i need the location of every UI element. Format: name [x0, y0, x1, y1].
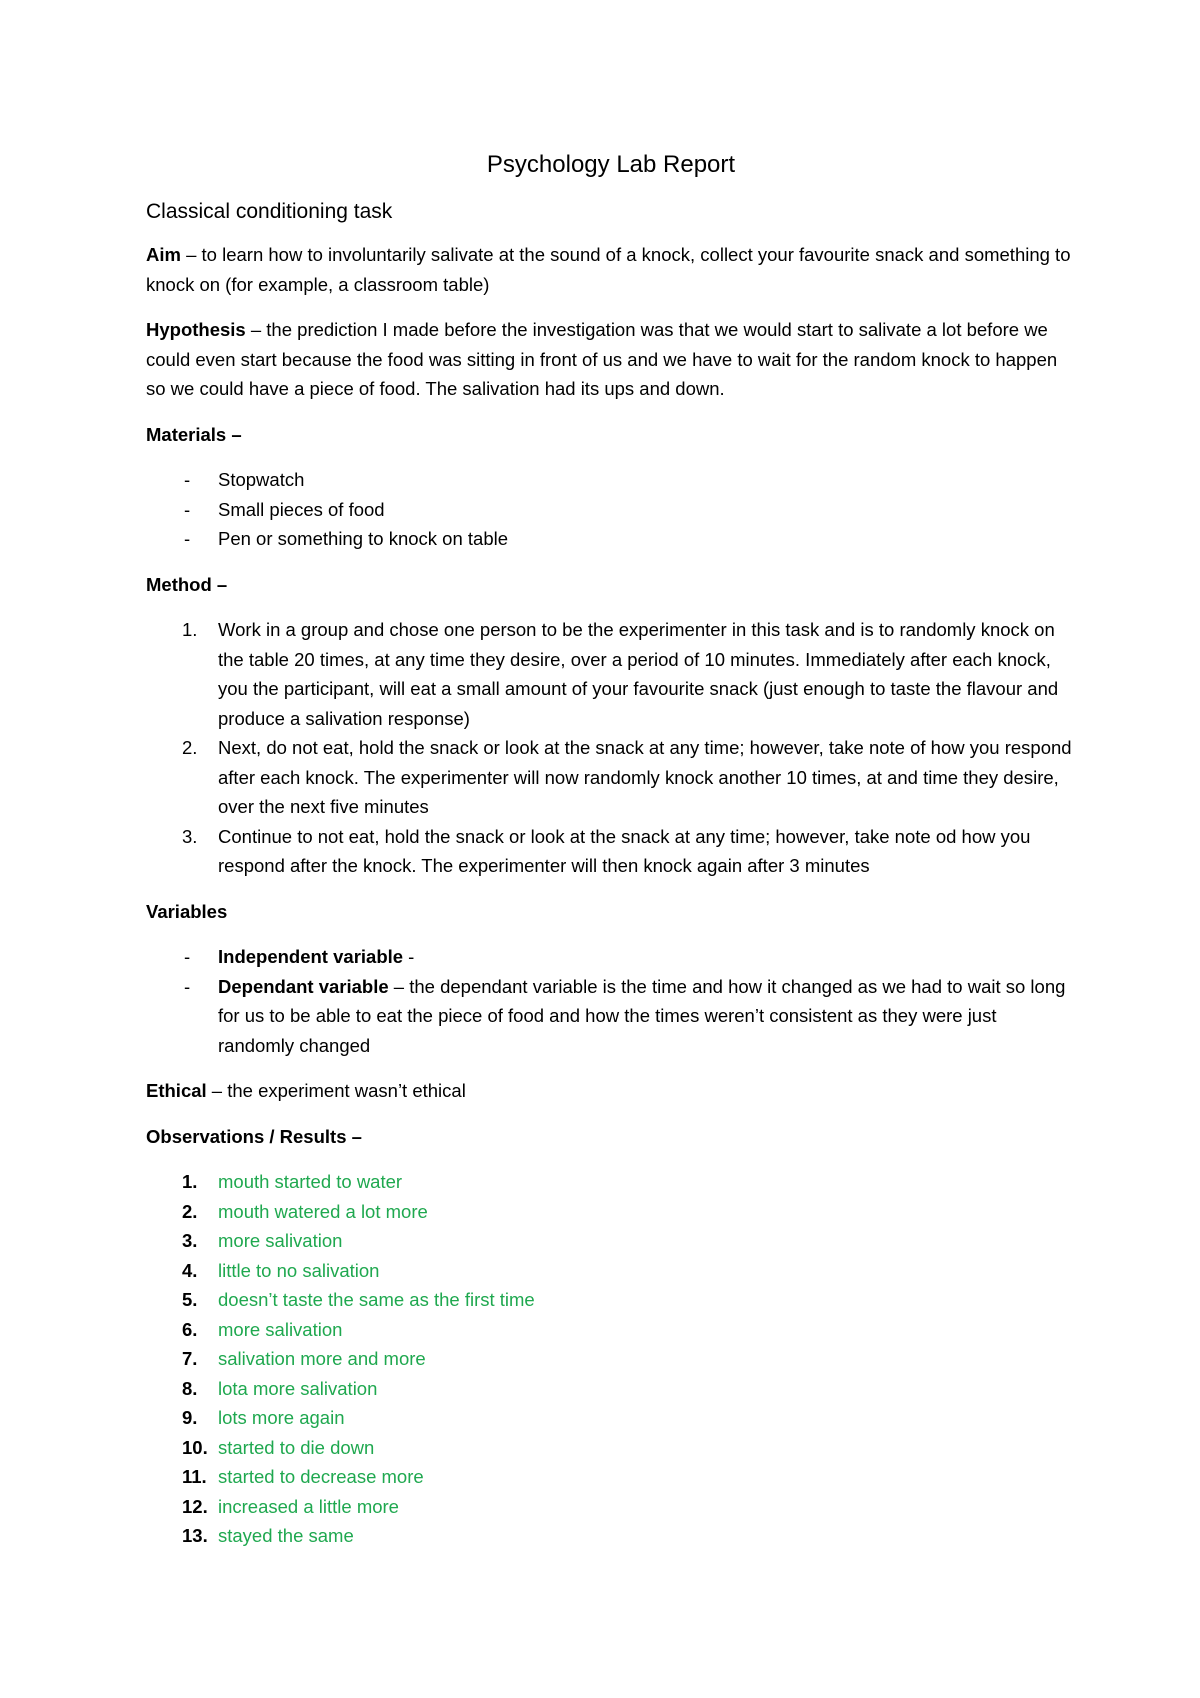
result-number: 4.: [182, 1259, 198, 1281]
result-number: 9.: [182, 1407, 198, 1428]
observations-heading-text: Observations / Results –: [146, 1125, 362, 1147]
list-item: [146, 495, 1076, 525]
result-number: 6.: [182, 1318, 198, 1340]
aim-paragraph: [146, 240, 1076, 299]
result-text: salivation more and more: [218, 1348, 426, 1369]
ethical-text: the experiment wasn’t ethical: [227, 1080, 466, 1101]
result-text: little to no salivation: [218, 1259, 380, 1281]
document-page: [146, 140, 1076, 1567]
result-number: 5.: [182, 1289, 198, 1310]
result-text: stayed the same: [218, 1525, 354, 1546]
list-item: [146, 615, 1076, 733]
hypothesis-label: Hypothesis: [146, 319, 246, 340]
step-number: 3.: [182, 825, 198, 847]
ethical-paragraph: [146, 1076, 1076, 1106]
observations-heading: [146, 1122, 1076, 1152]
result-number: 7.: [182, 1348, 198, 1369]
aim-dash: –: [180, 244, 202, 265]
list-item: [146, 1433, 1076, 1463]
step-text: Continue to not eat, hold the snack or look at the snack at any time; however, take note od how you respond after the knock. The experimenter will then knock again after 3 minutes: [218, 825, 1031, 876]
result-number: 13.: [182, 1525, 208, 1546]
list-item: [146, 1167, 1076, 1197]
variables-heading: [146, 897, 1076, 927]
materials-heading: [146, 420, 1076, 450]
result-text: started to die down: [218, 1436, 375, 1458]
observations-list: [146, 1167, 1076, 1551]
list-item: [146, 1344, 1076, 1374]
result-text: lots more again: [218, 1407, 345, 1428]
section-subtitle: Classical conditioning task: [146, 200, 393, 223]
result-text: increased a little more: [218, 1495, 399, 1517]
result-text: mouth watered a lot more: [218, 1200, 428, 1222]
result-text: mouth started to water: [218, 1171, 403, 1192]
result-number: 10.: [182, 1436, 208, 1458]
list-item: [146, 1226, 1076, 1256]
independent-variable-suffix: -: [403, 946, 415, 967]
list-item: [146, 733, 1076, 822]
material-item: Small pieces of food: [218, 498, 385, 520]
dependent-variable-dash: –: [388, 975, 410, 997]
list-item: [146, 524, 1076, 554]
result-number: 8.: [182, 1377, 198, 1399]
result-number: 3.: [182, 1230, 198, 1251]
result-text: lota more salivation: [218, 1377, 378, 1399]
list-item: [146, 465, 1076, 495]
aim-text: to learn how to involuntarily salivate at the sound of a knock, collect your favourite snack and something to knock on (for example, a classroom table): [146, 244, 1071, 295]
dash-bullet: -: [184, 498, 191, 520]
dash-bullet: -: [184, 946, 191, 967]
hypothesis-paragraph: [146, 315, 1076, 404]
list-item: [146, 942, 1076, 972]
dash-bullet: -: [184, 528, 191, 549]
dependent-variable-label: Dependant variable: [218, 975, 389, 997]
aim-label: Aim: [146, 244, 181, 265]
independent-variable-label: Independent variable: [218, 946, 404, 967]
list-item: [146, 1315, 1076, 1345]
hypothesis-text: the prediction I made before the investigation was that we would start to salivate a lot before we could even start because the food was sitting in front of us and we have to wait for the random knock to happen so we could have a piece of food. The salivation had its ups and down.: [146, 319, 1058, 399]
method-heading: [146, 570, 1076, 600]
list-item: [146, 1285, 1076, 1315]
list-item: [146, 1403, 1076, 1433]
materials-heading-text: Materials –: [146, 423, 242, 445]
list-item: [146, 1521, 1076, 1551]
list-item: [146, 1374, 1076, 1404]
page-title: Psychology Lab Report: [486, 151, 736, 178]
list-item: [146, 1197, 1076, 1227]
hypothesis-dash: –: [245, 319, 267, 340]
method-heading-text: Method –: [146, 573, 228, 595]
dependent-variable-text: the dependant variable is the time and how it changed as we had to wait so long for us to be able to eat the piece of food and how the times weren’t consistent as they were just randomly changed: [218, 975, 1066, 1056]
material-item: Pen or something to knock on table: [218, 528, 509, 549]
result-number: 2.: [182, 1200, 198, 1222]
dash-bullet: -: [184, 975, 191, 997]
variables-heading-text: Variables: [146, 900, 228, 922]
list-item: [146, 972, 1076, 1061]
dash-bullet: -: [184, 469, 191, 490]
result-number: 11.: [182, 1466, 207, 1487]
step-text: Next, do not eat, hold the snack or look at the snack at any time; however, take note of how you respond after each knock. The experimenter will now randomly knock another 10 times, at and time they desire, over the next five minutes: [218, 737, 1072, 817]
variables-list: [146, 942, 1076, 1060]
result-text: started to decrease more: [218, 1466, 424, 1487]
list-item: [146, 1492, 1076, 1522]
result-number: 1.: [182, 1171, 198, 1192]
step-number: 1.: [182, 619, 198, 640]
result-text: more salivation: [218, 1230, 343, 1251]
step-text: Work in a group and chose one person to be the experimenter in this task and is to randomly knock on the table 20 times, at any time they desire, over a period of 10 minutes. Immediately after each knock, you the participant, will eat a small amount of your favourite snack (just enough to taste the flavour and produce a salivation response): [218, 619, 1059, 729]
list-item: [146, 1462, 1076, 1492]
method-list: [146, 615, 1076, 881]
result-number: 12.: [182, 1495, 208, 1517]
list-item: [146, 1256, 1076, 1286]
ethical-dash: –: [206, 1080, 228, 1101]
material-item: Stopwatch: [218, 469, 305, 490]
list-item: [146, 822, 1076, 881]
materials-list: [146, 465, 1076, 554]
ethical-label: Ethical: [146, 1080, 207, 1101]
result-text: more salivation: [218, 1318, 343, 1340]
result-text: doesn’t taste the same as the first time: [218, 1289, 535, 1310]
step-number: 2.: [182, 737, 198, 758]
